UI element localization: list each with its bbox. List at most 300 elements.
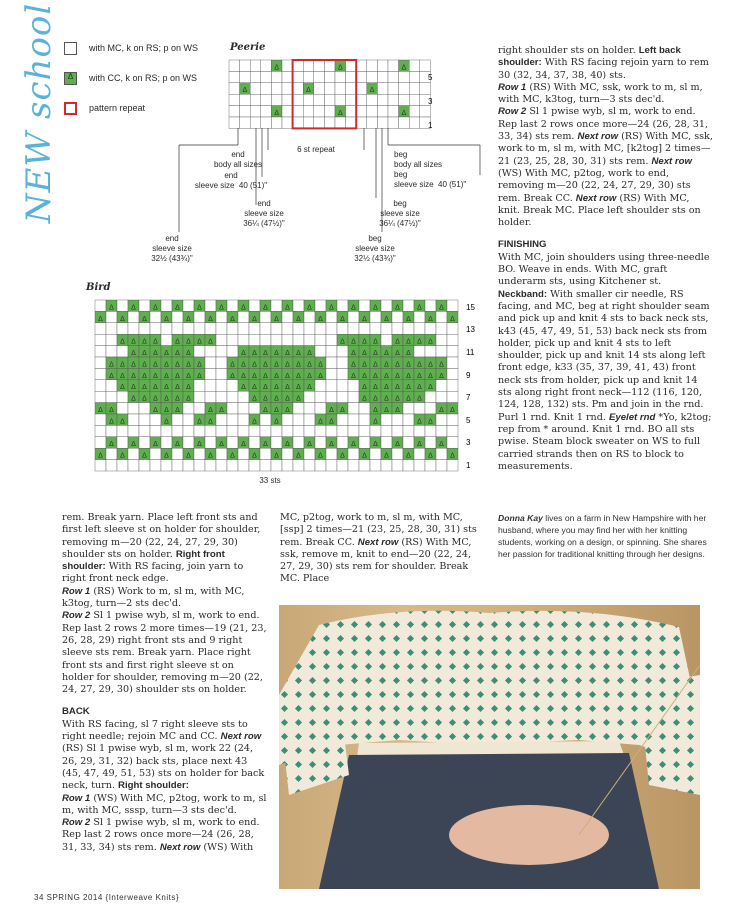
bird-row-15: 15 bbox=[466, 303, 475, 312]
bird-cc-symbol: Δ bbox=[263, 384, 268, 392]
bird-cc-symbol: Δ bbox=[329, 304, 334, 312]
bird-row-5: 5 bbox=[466, 416, 471, 425]
bird-cc-symbol: Δ bbox=[406, 315, 411, 323]
bird-cell bbox=[304, 323, 315, 334]
bird-cc-symbol: Δ bbox=[98, 452, 103, 460]
peerie-cell bbox=[282, 60, 293, 71]
bird-cell bbox=[216, 391, 227, 402]
bird-cc-symbol: Δ bbox=[296, 372, 301, 380]
bird-cell bbox=[359, 414, 370, 425]
bird-cell bbox=[227, 425, 238, 436]
bird-row-3: 3 bbox=[466, 438, 471, 447]
bird-cc-symbol: Δ bbox=[395, 350, 400, 357]
legend-label: with CC, k on RS; p on WS bbox=[89, 73, 198, 83]
bird-row-1: 1 bbox=[466, 461, 471, 470]
bird-cell bbox=[337, 346, 348, 357]
peerie-cell bbox=[324, 83, 335, 94]
bird-cc-symbol: Δ bbox=[153, 350, 158, 357]
bird-cc-symbol: Δ bbox=[395, 384, 400, 392]
bird-cc-symbol: Δ bbox=[263, 441, 268, 449]
bird-cc-symbol: Δ bbox=[285, 372, 290, 380]
bird-cell bbox=[447, 300, 458, 311]
bird-cc-symbol: Δ bbox=[285, 407, 290, 414]
bird-cc-symbol: Δ bbox=[120, 361, 125, 369]
bird-cell bbox=[95, 460, 106, 471]
bird-cc-symbol: Δ bbox=[142, 361, 147, 369]
bird-cell bbox=[326, 380, 337, 391]
bird-cell bbox=[425, 391, 436, 402]
bird-cc-symbol: Δ bbox=[109, 441, 114, 449]
bird-cell bbox=[436, 425, 447, 436]
bird-cell bbox=[447, 368, 458, 379]
bird-cc-symbol: Δ bbox=[417, 361, 422, 369]
bird-cell bbox=[337, 437, 348, 448]
bird-cell bbox=[194, 425, 205, 436]
peerie-cell bbox=[409, 94, 420, 105]
bird-cell bbox=[359, 437, 370, 448]
bird-cell bbox=[315, 437, 326, 448]
bird-cell bbox=[282, 311, 293, 322]
peerie-cell bbox=[399, 71, 410, 82]
peerie-cell bbox=[303, 60, 314, 71]
peerie-cell bbox=[377, 60, 388, 71]
bird-cc-symbol: Δ bbox=[175, 338, 180, 346]
bird-cell bbox=[348, 460, 359, 471]
bird-cell bbox=[194, 346, 205, 357]
bird-cc-symbol: Δ bbox=[142, 384, 147, 392]
bird-cc-symbol: Δ bbox=[252, 372, 257, 380]
middle-column-text bbox=[280, 512, 485, 586]
bird-cell bbox=[238, 403, 249, 414]
bird-cell bbox=[436, 334, 447, 345]
bird-cc-symbol: Δ bbox=[428, 338, 433, 346]
bird-cell bbox=[414, 311, 425, 322]
peerie-cell bbox=[303, 106, 314, 117]
bird-cell bbox=[359, 403, 370, 414]
bird-cell bbox=[348, 391, 359, 402]
bird-cc-symbol: Δ bbox=[186, 372, 191, 380]
bird-cc-symbol: Δ bbox=[296, 361, 301, 369]
bird-cell bbox=[414, 425, 425, 436]
bird-cc-symbol: Δ bbox=[175, 361, 180, 369]
bird-cell bbox=[238, 311, 249, 322]
bird-cc-symbol: Δ bbox=[395, 361, 400, 369]
bird-cell bbox=[304, 448, 315, 459]
end-sleeve-36-label: end sleeve size 36¼ (47½)" bbox=[243, 199, 285, 228]
bird-cc-symbol: Δ bbox=[164, 350, 169, 357]
bird-cell bbox=[194, 448, 205, 459]
bird-cell bbox=[414, 403, 425, 414]
bird-cell bbox=[183, 437, 194, 448]
bird-cell bbox=[381, 300, 392, 311]
bird-cell bbox=[117, 323, 128, 334]
bird-cell bbox=[205, 323, 216, 334]
bird-cell bbox=[194, 311, 205, 322]
bird-cell bbox=[414, 448, 425, 459]
bird-cell bbox=[271, 460, 282, 471]
bird-cell bbox=[304, 334, 315, 345]
bird-cc-symbol: Δ bbox=[406, 372, 411, 380]
bird-cc-symbol: Δ bbox=[417, 304, 422, 312]
peerie-cell bbox=[229, 117, 240, 128]
bird-cc-symbol: Δ bbox=[120, 315, 125, 323]
beg-sleeve-36-label: beg sleeve size 36¼ (47½)" bbox=[379, 199, 421, 228]
bird-cell bbox=[227, 403, 238, 414]
bird-cell bbox=[205, 368, 216, 379]
bird-cell bbox=[326, 391, 337, 402]
bird-cell bbox=[436, 414, 447, 425]
bird-cell bbox=[370, 460, 381, 471]
peerie-cell bbox=[282, 106, 293, 117]
bird-cell bbox=[194, 403, 205, 414]
bird-cc-symbol: Δ bbox=[131, 338, 136, 346]
bird-cell bbox=[315, 380, 326, 391]
peerie-cell bbox=[346, 117, 357, 128]
peerie-cell bbox=[229, 106, 240, 117]
bird-cell bbox=[216, 323, 227, 334]
peerie-cell bbox=[367, 60, 378, 71]
bird-cell bbox=[403, 300, 414, 311]
bird-cc-symbol: Δ bbox=[450, 407, 455, 414]
bird-cell bbox=[348, 311, 359, 322]
bird-cell bbox=[106, 334, 117, 345]
bird-cell bbox=[392, 311, 403, 322]
bird-cell bbox=[304, 391, 315, 402]
peerie-cell bbox=[271, 117, 282, 128]
bird-cell bbox=[348, 414, 359, 425]
bird-cell bbox=[117, 460, 128, 471]
bird-cell bbox=[304, 425, 315, 436]
peerie-row-1: 1 bbox=[428, 121, 433, 130]
bird-cell bbox=[139, 414, 150, 425]
bird-cc-symbol: Δ bbox=[241, 350, 246, 357]
peerie-cell bbox=[303, 94, 314, 105]
peerie-cell bbox=[250, 94, 261, 105]
peerie-cell bbox=[282, 117, 293, 128]
bird-cell bbox=[106, 391, 117, 402]
bird-cc-symbol: Δ bbox=[318, 315, 323, 323]
bird-cell bbox=[128, 323, 139, 334]
peerie-cell bbox=[261, 60, 272, 71]
bird-cc-symbol: Δ bbox=[263, 361, 268, 369]
bird-cell bbox=[337, 380, 348, 391]
bird-cell bbox=[381, 323, 392, 334]
bird-cc-symbol: Δ bbox=[230, 372, 235, 380]
bird-cell bbox=[216, 311, 227, 322]
bird-cell bbox=[106, 380, 117, 391]
bird-cc-symbol: Δ bbox=[395, 338, 400, 346]
peerie-cell bbox=[324, 94, 335, 105]
bird-cell bbox=[238, 391, 249, 402]
peerie-cell bbox=[335, 71, 346, 82]
bird-cc-symbol: Δ bbox=[274, 407, 279, 414]
bird-cc-symbol: Δ bbox=[439, 372, 444, 380]
bird-cell bbox=[392, 323, 403, 334]
bird-cc-symbol: Δ bbox=[175, 395, 180, 403]
bird-cell bbox=[425, 346, 436, 357]
bird-cell bbox=[139, 437, 150, 448]
bird-cc-symbol: Δ bbox=[384, 395, 389, 403]
sweater-photo bbox=[279, 605, 700, 889]
bird-cc-symbol: Δ bbox=[186, 361, 191, 369]
peerie-cell bbox=[409, 117, 420, 128]
sweater-illustration bbox=[279, 605, 700, 889]
peerie-cell bbox=[388, 71, 399, 82]
bird-cc-symbol: Δ bbox=[142, 372, 147, 380]
bird-cell bbox=[172, 425, 183, 436]
bird-cc-symbol: Δ bbox=[318, 452, 323, 460]
bird-cc-symbol: Δ bbox=[384, 384, 389, 392]
bird-cell bbox=[183, 403, 194, 414]
bird-cell bbox=[95, 437, 106, 448]
bird-cc-symbol: Δ bbox=[373, 304, 378, 312]
bird-cell bbox=[106, 425, 117, 436]
back-heading: BACK bbox=[62, 706, 90, 718]
bird-cc-symbol: Δ bbox=[274, 361, 279, 369]
bird-cell bbox=[117, 425, 128, 436]
bird-cc-symbol: Δ bbox=[329, 418, 334, 426]
peerie-cc-symbol: Δ bbox=[401, 64, 407, 72]
bird-cell bbox=[326, 311, 337, 322]
bird-cell bbox=[293, 414, 304, 425]
bird-cc-symbol: Δ bbox=[230, 361, 235, 369]
bird-cell bbox=[370, 425, 381, 436]
bird-cc-symbol: Δ bbox=[186, 315, 191, 323]
peerie-cell bbox=[335, 94, 346, 105]
bird-cell bbox=[282, 414, 293, 425]
bird-cell bbox=[370, 448, 381, 459]
bird-cell bbox=[238, 414, 249, 425]
bird-cc-symbol: Δ bbox=[197, 361, 202, 369]
bird-cell bbox=[238, 460, 249, 471]
peerie-cell bbox=[420, 106, 431, 117]
peerie-cell bbox=[346, 71, 357, 82]
bird-cell bbox=[238, 334, 249, 345]
bird-cc-symbol: Δ bbox=[439, 407, 444, 414]
bird-cell bbox=[128, 403, 139, 414]
bird-cell bbox=[271, 437, 282, 448]
bird-cell bbox=[161, 425, 172, 436]
peerie-cell bbox=[409, 71, 420, 82]
bird-cell bbox=[128, 425, 139, 436]
bird-cell bbox=[282, 323, 293, 334]
peerie-cell bbox=[377, 117, 388, 128]
bird-cc-symbol: Δ bbox=[219, 304, 224, 312]
bird-cc-symbol: Δ bbox=[417, 418, 422, 426]
bird-cc-symbol: Δ bbox=[384, 350, 389, 357]
bird-cc-symbol: Δ bbox=[252, 350, 257, 357]
bird-cc-symbol: Δ bbox=[175, 372, 180, 380]
bird-cc-symbol: Δ bbox=[197, 304, 202, 312]
peerie-cell bbox=[261, 71, 272, 82]
bird-cc-symbol: Δ bbox=[263, 395, 268, 403]
bird-cc-symbol: Δ bbox=[395, 304, 400, 312]
bird-cell bbox=[447, 357, 458, 368]
bird-cell bbox=[326, 323, 337, 334]
bird-cell bbox=[161, 323, 172, 334]
bird-cell bbox=[227, 414, 238, 425]
bird-cell bbox=[183, 460, 194, 471]
bird-cc-symbol: Δ bbox=[153, 372, 158, 380]
peerie-cell bbox=[377, 106, 388, 117]
bird-cc-symbol: Δ bbox=[373, 418, 378, 426]
bird-cc-symbol: Δ bbox=[384, 361, 389, 369]
bird-cc-symbol: Δ bbox=[340, 315, 345, 323]
bird-cc-symbol: Δ bbox=[164, 418, 169, 426]
bird-cc-symbol: Δ bbox=[208, 315, 213, 323]
bird-cell bbox=[227, 391, 238, 402]
bird-cell bbox=[194, 460, 205, 471]
bird-cc-symbol: Δ bbox=[219, 441, 224, 449]
bird-cc-symbol: Δ bbox=[318, 372, 323, 380]
paragraph: With RS facing, sl 7 right sleeve sts to right needle; rejoin MC and CC. Next row (RS) Sl 1 pwise wyb, sl m, work 22 (24, 26, 29, 31, 32) back sts, place next 43 (45, 47, 49, 51, 53) sts on holder for back neck, turn. Right shoulder: bbox=[62, 718, 265, 792]
bird-cc-symbol: Δ bbox=[142, 315, 147, 323]
bird-cell bbox=[326, 357, 337, 368]
bird-cc-symbol: Δ bbox=[307, 350, 312, 357]
bird-cell bbox=[315, 403, 326, 414]
bird-cell bbox=[293, 323, 304, 334]
bird-cell bbox=[403, 323, 414, 334]
bird-cc-symbol: Δ bbox=[351, 338, 356, 346]
bird-cc-symbol: Δ bbox=[285, 384, 290, 392]
peerie-cell bbox=[388, 83, 399, 94]
bird-cell bbox=[161, 334, 172, 345]
bird-cell bbox=[95, 323, 106, 334]
peerie-cell bbox=[293, 94, 304, 105]
bird-cell bbox=[392, 460, 403, 471]
bird-cc-symbol: Δ bbox=[208, 338, 213, 346]
bird-cc-symbol: Δ bbox=[373, 407, 378, 414]
bird-cc-symbol: Δ bbox=[329, 441, 334, 449]
bird-cell bbox=[249, 334, 260, 345]
peerie-cell bbox=[250, 106, 261, 117]
bird-cell bbox=[403, 425, 414, 436]
bird-cc-symbol: Δ bbox=[252, 418, 257, 426]
bird-cc-symbol: Δ bbox=[395, 372, 400, 380]
bird-cc-symbol: Δ bbox=[120, 452, 125, 460]
bird-cell bbox=[117, 391, 128, 402]
paragraph: Row 2 Sl 1 pwise wyb, sl m, work to end. Rep last 2 rows 2 more times—19 (21, 23, 26, 28, 29) right front sts and 9 right sleeve sts rem. Break yarn. Place right front sts and first right sleeve st on holder for shoulder, removing m—20 (22, 24, 27, 29, 30) shoulder sts on holder. bbox=[62, 610, 267, 696]
bird-cell bbox=[326, 448, 337, 459]
bird-cell bbox=[249, 437, 260, 448]
bird-cc-symbol: Δ bbox=[131, 395, 136, 403]
bird-cell bbox=[447, 425, 458, 436]
bird-cc-symbol: Δ bbox=[274, 315, 279, 323]
bird-cc-symbol: Δ bbox=[164, 361, 169, 369]
bird-cell bbox=[315, 334, 326, 345]
bird-cc-symbol: Δ bbox=[153, 395, 158, 403]
bird-cell bbox=[183, 414, 194, 425]
bird-cc-symbol: Δ bbox=[373, 384, 378, 392]
bird-cell bbox=[117, 437, 128, 448]
bird-cell bbox=[205, 460, 216, 471]
peerie-cell bbox=[261, 94, 272, 105]
bird-cc-symbol: Δ bbox=[252, 361, 257, 369]
peerie-cell bbox=[356, 60, 367, 71]
paragraph: Row 1 (WS) With MC, p2tog, work to m, sl m, with MC, sssp, turn—3 sts dec'd. bbox=[62, 792, 267, 816]
peerie-cell bbox=[335, 83, 346, 94]
peerie-cell bbox=[356, 83, 367, 94]
bird-cell bbox=[315, 323, 326, 334]
bird-cc-symbol: Δ bbox=[406, 338, 411, 346]
bird-stitch-count: 33 sts bbox=[259, 476, 281, 485]
bird-cc-symbol: Δ bbox=[373, 361, 378, 369]
peerie-cell bbox=[356, 94, 367, 105]
peerie-cell bbox=[303, 71, 314, 82]
bird-cell bbox=[315, 425, 326, 436]
bird-cell bbox=[425, 403, 436, 414]
repeat-label: 6 st repeat bbox=[297, 145, 335, 154]
paragraph: Row 2 Sl 1 pwise wyb, sl m, work to end. Rep last 2 rows once more—24 (26, 28, 31, 33, 34) sts rem. Next row (RS) With MC, ssk, work to m, sl m, with MC, [k2tog] 2 times—21 (23, 25, 28, 30, 31) sts rem. Next row (WS) With MC, p2tog, work to end, removing m—20 (22, 24, 27, 29, 30) sts rem. Break CC. Next row (RS) With MC, knit. Break MC. Place left shoulder sts on holder. bbox=[498, 106, 713, 229]
peerie-cell bbox=[229, 94, 240, 105]
bird-cell bbox=[403, 414, 414, 425]
bird-cc-symbol: Δ bbox=[318, 418, 323, 426]
bird-cell bbox=[282, 334, 293, 345]
peerie-cell bbox=[314, 60, 325, 71]
bird-cc-symbol: Δ bbox=[417, 338, 422, 346]
bird-cell bbox=[117, 346, 128, 357]
bird-cell bbox=[205, 380, 216, 391]
bird-cc-symbol: Δ bbox=[263, 350, 268, 357]
page-footer: 34 SPRING 2014 {Interweave Knits} bbox=[34, 893, 180, 902]
peerie-cell bbox=[293, 83, 304, 94]
bird-cell bbox=[227, 346, 238, 357]
bird-cell bbox=[227, 323, 238, 334]
bird-cell bbox=[227, 437, 238, 448]
peerie-cell bbox=[356, 106, 367, 117]
peerie-cell bbox=[261, 106, 272, 117]
bird-cell bbox=[348, 448, 359, 459]
bird-cell bbox=[183, 425, 194, 436]
peerie-cell bbox=[399, 83, 410, 94]
bird-cell bbox=[249, 425, 260, 436]
bird-title: Bird bbox=[86, 282, 111, 293]
bird-cc-symbol: Δ bbox=[241, 361, 246, 369]
bird-cell bbox=[359, 425, 370, 436]
bird-cc-symbol: Δ bbox=[142, 338, 147, 346]
bird-cell bbox=[150, 425, 161, 436]
peerie-cell bbox=[409, 60, 420, 71]
bird-cc-symbol: Δ bbox=[175, 441, 180, 449]
bird-cc-symbol: Δ bbox=[164, 372, 169, 380]
peerie-cell bbox=[293, 117, 304, 128]
peerie-cell bbox=[293, 106, 304, 117]
bird-cc-symbol: Δ bbox=[285, 395, 290, 403]
bird-cell bbox=[260, 448, 271, 459]
peerie-cell bbox=[399, 94, 410, 105]
bird-cell bbox=[337, 460, 348, 471]
bird-cell bbox=[304, 414, 315, 425]
bird-cc-symbol: Δ bbox=[120, 338, 125, 346]
bird-cell bbox=[315, 346, 326, 357]
peerie-cell bbox=[314, 117, 325, 128]
bird-cell bbox=[106, 460, 117, 471]
peerie-cell bbox=[420, 60, 431, 71]
peerie-cell bbox=[229, 83, 240, 94]
peerie-cc-symbol: Δ bbox=[242, 87, 248, 95]
bird-cell bbox=[381, 460, 392, 471]
bird-cell bbox=[238, 448, 249, 459]
peerie-cell bbox=[293, 60, 304, 71]
bird-cell bbox=[227, 334, 238, 345]
peerie-cell bbox=[250, 60, 261, 71]
peerie-cell bbox=[388, 106, 399, 117]
peerie-cell bbox=[261, 117, 272, 128]
bird-cell bbox=[216, 357, 227, 368]
peerie-cell bbox=[240, 71, 251, 82]
peerie-cc-symbol: Δ bbox=[337, 110, 343, 117]
bird-cell bbox=[271, 323, 282, 334]
